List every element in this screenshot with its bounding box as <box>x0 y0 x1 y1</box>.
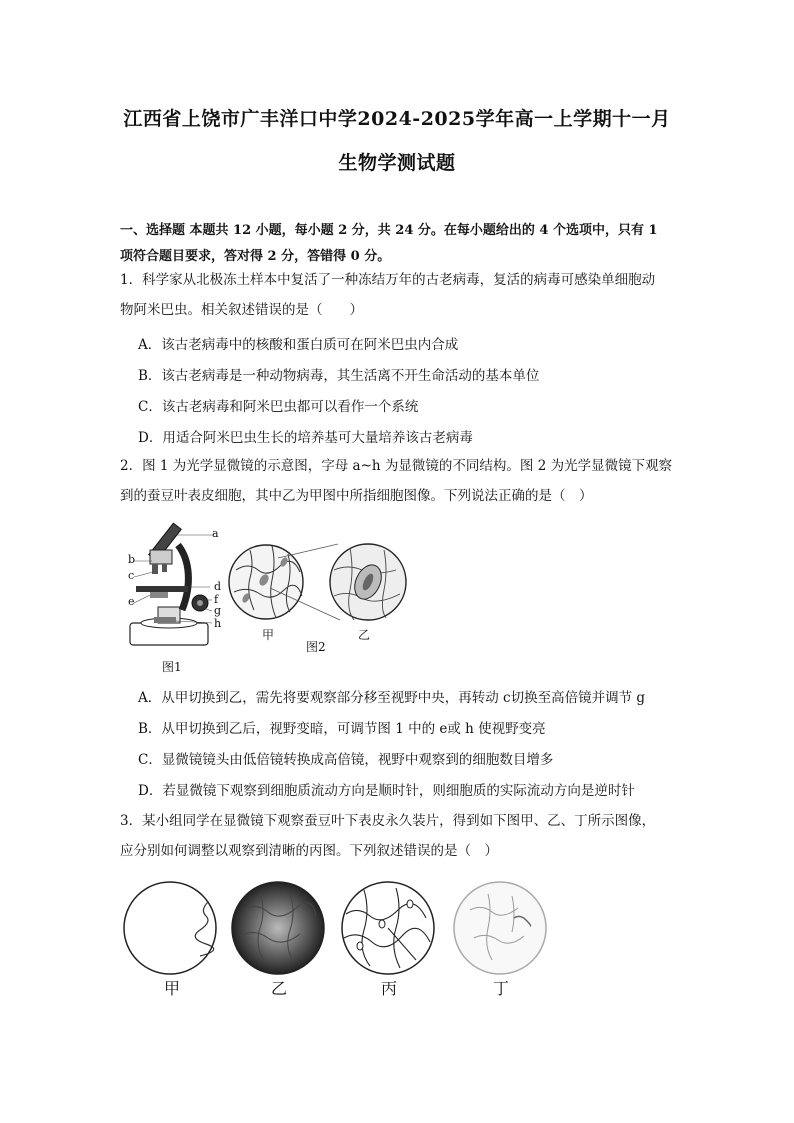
question-2-stem-line2: 到的蚕豆叶表皮细胞，其中乙为甲图中所指细胞图像。下列说法正确的是（ ） <box>120 488 593 504</box>
question-3-stem <box>120 806 680 866</box>
question-2-stem <box>120 451 680 511</box>
page-title-line2: 生物学测试题 <box>338 152 456 174</box>
figure-1-caption: 图1 <box>162 660 182 674</box>
microscope-views-figure <box>120 880 560 980</box>
leaf-cells-figure <box>228 540 408 630</box>
page-title-line1: 江西省上饶市广丰洋口中学2024-2025学年高一上学期十一月 <box>123 108 671 130</box>
question-1-option-c: C．该古老病毒和阿米巴虫都可以看作一个系统 <box>138 399 419 415</box>
question-2-option-b: B．从甲切换到乙后，视野变暗，可调节图 1 中的 e或 h 使视野变亮 <box>138 721 546 737</box>
microscope-label-a: a <box>212 527 219 540</box>
figure-2-jia-label: 甲 <box>262 628 275 642</box>
question-3-stem-line1: 3．某小组同学在显微镜下观察蚕豆叶下表皮永久装片，得到如下图甲、乙、丁所示图像， <box>120 813 656 829</box>
section-heading <box>120 218 680 270</box>
question-3-stem-line2: 应分别如何调整以观察到清晰的丙图。下列叙述错误的是（ ） <box>120 843 498 859</box>
microscope-label-b: b <box>128 553 136 566</box>
section-heading-line1: 一、选择题 本题共 12 小题，每小题 2 分，共 24 分。在每小题给出的 4 个选项中，只有 1 <box>120 223 658 238</box>
question-2-option-a: A．从甲切换到乙，需先将要观察部分移至视野中央，再转动 c切换至高倍镜并调节 g <box>138 690 646 706</box>
view-jia <box>124 882 216 974</box>
question-1-option-d: D．用适合阿米巴虫生长的培养基可大量培养该古老病毒 <box>138 430 473 446</box>
question-1-stem-line1: 1．科学家从北极冻土样本中复活了一种冻结万年的古老病毒，复活的病毒可感染单细胞动 <box>120 272 656 288</box>
caption-yi: 乙 <box>271 979 288 998</box>
figure-2-yi-label: 乙 <box>358 628 371 642</box>
figure-2-caption: 图2 <box>306 640 326 654</box>
question-2-stem-line1: 2．图 1 为光学显微镜的示意图，字母 a~h 为显微镜的不同结构。图 2 为光学显微镜下观察 <box>120 458 673 474</box>
microscope-label-e: e <box>128 595 135 608</box>
microscope-label-c: c <box>128 569 135 582</box>
microscope-label-g: g <box>214 604 222 617</box>
question-1-stem-line2: 物阿米巴虫。相关叙述错误的是（ ） <box>120 302 363 318</box>
microscope-label-f: f <box>214 593 219 606</box>
view-ding <box>454 882 546 974</box>
question-1-option-b: B．该古老病毒是一种动物病毒，其生活离不开生命活动的基本单位 <box>138 368 540 384</box>
microscope-label-d: d <box>214 580 222 593</box>
microscope-label-h: h <box>214 617 222 630</box>
question-2-option-d: D．若显微镜下观察到细胞质流动方向是顺时针，则细胞质的实际流动方向是逆时针 <box>138 783 635 799</box>
question-1-option-a: A．该古老病毒中的核酸和蛋白质可在阿米巴虫内合成 <box>138 337 459 353</box>
caption-bing: 丙 <box>381 979 398 998</box>
view-bing <box>342 882 434 974</box>
caption-ding: 丁 <box>493 979 510 998</box>
section-heading-line2: 项符合题目要求，答对得 2 分，答错得 0 分。 <box>120 249 391 264</box>
question-1-stem <box>120 265 680 325</box>
question-2-option-c: C．显微镜镜头由低倍镜转换成高倍镜，视野中观察到的细胞数目增多 <box>138 752 554 768</box>
caption-jia: 甲 <box>164 979 181 998</box>
view-yi <box>232 882 324 974</box>
